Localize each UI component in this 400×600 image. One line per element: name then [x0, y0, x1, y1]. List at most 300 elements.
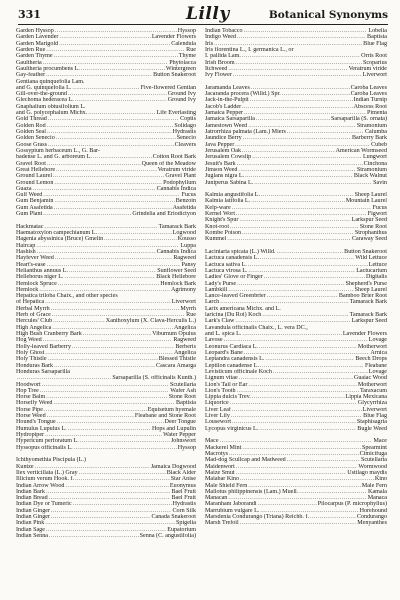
entry-term: Leptandra canadensis L. — [205, 356, 265, 363]
entry-term: Hog Weed — [16, 337, 42, 344]
entry-synonym: Larkspur Seed — [351, 318, 387, 325]
entry-synonym: Tamarack Bark — [349, 299, 387, 306]
entry-synonym: Liverwort — [362, 72, 387, 79]
entry-synonym: Figwort — [367, 211, 387, 218]
entry-term: Marsdenia Condurango (Triana) Reichb. f. — [205, 514, 310, 521]
entry-term: Hop Tree — [16, 387, 39, 394]
entry-synonym: Arnica — [370, 349, 387, 356]
synonym-entry — [205, 520, 387, 526]
entry-synonym: Mace — [373, 438, 387, 445]
left-column — [16, 28, 196, 539]
entry-synonym: Calendula — [171, 40, 196, 47]
entry-synonym: Spearmint — [361, 444, 387, 451]
entry-synonym: Cannabis Indica — [156, 185, 196, 192]
entry-term: Haematoxylon campechianum L. — [16, 230, 98, 236]
entry-synonym: Luppa — [180, 242, 196, 249]
entry-synonym: Cubeb — [371, 141, 387, 148]
entry-term: Indian Dye or Tumeric — [16, 501, 72, 508]
entry-term: Malabar Kino — [205, 476, 240, 483]
entry-synonym: Pimenta — [367, 110, 387, 117]
entry-term: Indigo Weed — [205, 34, 237, 41]
entry-synonym: Indian Turnip — [353, 97, 387, 104]
entry-term: Juglans nigra L. — [205, 173, 245, 180]
entry-term: Indian Ginger — [16, 507, 51, 514]
entry-term: Gold Thread — [16, 116, 47, 123]
entry-synonym: Deer Tongue — [164, 419, 196, 426]
entry-synonym: Abscess Root — [353, 103, 387, 110]
entry-synonym: Ragweed — [173, 255, 196, 262]
entry-term: Holy Ghost — [16, 349, 45, 356]
entry-synonym: Pilocarpus (P. microphyllus) — [317, 501, 387, 508]
entry-synonym: Eupatorium — [167, 526, 196, 533]
entry-synonym: Life Everlasting — [156, 110, 196, 117]
entry-synonym: Kamala — [368, 488, 387, 495]
entry-term: Lactuca sativa L. — [205, 261, 247, 268]
entry-term: Garden Marigold — [16, 40, 59, 47]
entry-synonym: Motherwort — [357, 343, 387, 350]
entry-term: Kalmia latifolia L. — [205, 198, 251, 205]
entry-synonym: Guaiac Wood — [353, 375, 387, 382]
entry-synonym: Lovage — [368, 337, 387, 344]
entry-synonym: Wintergreen — [165, 65, 196, 72]
entry-synonym: Scutellaria — [360, 457, 387, 464]
entry-term: Gay-feather — [16, 72, 46, 79]
leader-dots — [75, 97, 167, 103]
entry-synonym: Bugle Weed — [357, 425, 387, 432]
entry-term: Lavandula officinalis Chaix., L. vera DC., — [205, 324, 308, 331]
entry-synonym: Stramonium — [356, 166, 387, 173]
entry-synonym: Menyanthes — [357, 520, 387, 527]
entry-term: Liquorice — [205, 400, 229, 407]
entry-synonym: Caraway Seed — [351, 236, 387, 243]
entry-term: Goose Grass — [16, 141, 47, 148]
entry-term: Jacob's Ladder — [205, 103, 242, 110]
entry-term: Glechoma hederacea L. — [16, 97, 74, 104]
entry-term: Jaramanda Leaves — [205, 84, 250, 91]
entry-synonym: Viburnum Opulus — [152, 331, 196, 337]
entry-term: Jamaica Sarsaparilla — [205, 116, 255, 123]
entry-term: Leopard's Bane — [205, 349, 243, 356]
entry-synonym: Black Alder — [166, 469, 196, 476]
entry-synonym: Five-flowered Gentian — [140, 84, 196, 91]
entry-synonym: Strophanthus — [354, 230, 387, 236]
entry-term: Laciniaria spicata (L.) Willd. — [205, 248, 276, 255]
leader-dots — [254, 180, 372, 186]
entry-synonym: Cascara Amarga — [156, 362, 196, 369]
entry-term: Golden Seal — [16, 129, 46, 135]
entry-synonym: Senna (C. angustifolia) — [139, 533, 196, 539]
entry-synonym: Wild Lettuce — [355, 255, 387, 262]
leader-dots — [43, 211, 131, 217]
entry-synonym: Savin — [373, 179, 387, 186]
entry-term: Indian Pink — [16, 520, 45, 527]
entry-term: Garden Rue — [16, 46, 46, 53]
entry-synonym: Bael Fruit — [171, 488, 196, 495]
entry-synonym: Coptis — [180, 116, 196, 123]
entry-term: Hashish — [16, 248, 36, 255]
entry-term: Gravel Root — [16, 160, 46, 167]
entry-term: Lactuca canadensis L. — [205, 255, 259, 262]
page-header — [18, 4, 388, 26]
entry-synonym: Motherwort — [357, 381, 387, 388]
entry-synonym: Wafer Ash — [170, 387, 196, 394]
entry-synonym: Taraxacum — [360, 387, 387, 394]
synonym-entry — [16, 533, 196, 539]
entry-term: Hagenia abyssinica (Bruce) Gmelin — [16, 236, 104, 243]
entry-term: Mace — [205, 438, 219, 445]
entry-term: Lady's Purse — [205, 280, 237, 287]
entry-synonym: Tamarack Bark — [349, 312, 387, 319]
entry-term: Kernel Wort — [205, 211, 236, 218]
entry-synonym: Lettuce — [368, 261, 387, 268]
synonym-entry — [205, 426, 387, 432]
entry-term: Hemlock — [16, 286, 39, 293]
entry-term: Kuntze — [16, 463, 34, 470]
entry-synonym: Veratrum viride — [348, 65, 387, 72]
entry-synonym: Sarsaparilla (S. officinalis Kunth.) — [112, 375, 196, 382]
entry-term: Jamaica Pepper — [205, 110, 244, 117]
entry-term: Holly-leaved Barberry — [16, 343, 71, 350]
entry-synonym: Glycyrrhiza — [357, 400, 387, 407]
entry-synonym: Kousso — [177, 236, 196, 243]
entry-term: Guaza — [16, 185, 32, 192]
entry-term: Lycopus virginicus L. — [205, 425, 259, 432]
entry-synonym: Lungwort — [362, 154, 387, 161]
entry-term: Jesuit's Bark — [205, 160, 236, 167]
entry-term: Hemlock Spruce — [16, 280, 57, 287]
entry-synonym: Larkspur Seed — [351, 217, 387, 224]
entry-synonym: Pansy — [181, 261, 196, 268]
entry-synonym: Canada Snakeroot — [151, 514, 196, 521]
right-column — [205, 28, 387, 527]
entry-synonym: Baptisia — [176, 400, 196, 407]
entry-synonym: Calumba — [364, 129, 387, 135]
entry-synonym: Lactucarium — [356, 267, 387, 274]
entry-term: Mackerel Mint — [205, 444, 242, 451]
entry-synonym: Fucus — [372, 204, 387, 211]
entry-term: Hayfever Weed — [16, 255, 54, 262]
entry-synonym: Stone Root — [168, 394, 196, 401]
entry-term: Jaundice Berry — [205, 135, 242, 142]
synonym-entry — [205, 236, 387, 242]
entry-term: Hackmatac — [16, 223, 44, 230]
entry-term: Hyssopus officinalis L. — [16, 444, 73, 451]
entry-term: Liver Lily — [205, 413, 230, 420]
entry-synonym: Hydrastis — [172, 501, 196, 508]
entry-term: Maranham Jaborandi — [205, 501, 257, 508]
entry-synonym: Water Pepper — [163, 432, 196, 438]
leader-dots — [74, 445, 177, 451]
entry-synonym: Black Walnut — [353, 173, 387, 180]
entry-synonym: Phytolacca — [169, 59, 196, 66]
leader-dots — [233, 72, 362, 78]
lilly-logo: Lilly — [186, 4, 230, 24]
entry-synonym: Veratrum viride — [157, 166, 196, 173]
entry-synonym: Queen of the Meadow — [141, 160, 196, 167]
entry-synonym: Baptisia — [367, 34, 387, 41]
entry-term: Jatrorrhiza palmata (Lam.) Miers — [205, 129, 286, 135]
entry-synonym: Hydrastis — [172, 129, 196, 135]
entry-synonym: Blue Flag — [363, 413, 387, 420]
entry-synonym: Sheep Laurel — [354, 192, 387, 199]
entry-synonym: Lavender Flowers — [151, 34, 196, 41]
entry-term: Humulus Lupulus L. — [16, 425, 67, 432]
entry-term: laricina (Du Roi) Koch — [205, 312, 262, 319]
entry-term: Juniperus Sabina L. — [205, 179, 254, 186]
synonym-entry — [205, 72, 387, 78]
entry-synonym: Xanthoxylum (X. Clava-Herculis L.) — [105, 318, 196, 325]
entry-term: Hound's Tongue — [16, 419, 56, 426]
entry-term: Ilex verticillata (L.) Gray — [16, 469, 78, 476]
entry-synonym: Hops and Lupulin — [151, 425, 196, 432]
entry-term: Lance-leaved Greenbrier — [205, 293, 266, 300]
entry-term: Ladies' Glove or Finger — [205, 274, 263, 281]
entry-synonym: Thyme — [178, 53, 196, 60]
entry-synonym: Johnswort — [170, 438, 196, 445]
entry-term: Maize Smut — [205, 469, 235, 476]
entry-term: Garden Hyssop — [16, 28, 54, 34]
entry-term: Hydropiper — [16, 432, 45, 438]
entry-term: Jerusalem Oak — [205, 147, 242, 154]
entry-term: Macrotys — [205, 450, 229, 457]
entry-synonym: Manaca — [367, 495, 387, 502]
entry-synonym: Berberis — [175, 343, 196, 350]
entry-synonym: Agrimony — [170, 286, 196, 293]
entry-synonym: Caroba Leaves — [350, 91, 387, 98]
entry-term: Itchweed — [205, 65, 228, 72]
entry-term: Jamestown Weed — [205, 122, 248, 129]
entry-synonym: Hyssop — [177, 28, 196, 34]
entry-term: Indian Ginger — [16, 514, 51, 521]
entry-synonym: Cleavers — [174, 141, 196, 148]
entry-term: Kelp-ware — [205, 204, 231, 211]
entry-synonym: Spigelia — [176, 520, 196, 527]
entry-synonym: Blue Flag — [363, 40, 387, 47]
entry-term: Gossypium herbaceum L., G. Bar- — [16, 147, 100, 154]
entry-term: Lavose — [205, 337, 223, 344]
entry-synonym: Caroba Leaves — [350, 84, 387, 91]
entry-term: Hoodwort — [16, 381, 41, 388]
leader-dots — [240, 520, 357, 526]
entry-term: Leonurus Cardiaca L. — [205, 343, 258, 350]
entry-term: Mallotus philippinensis (Lam.) Muell. — [205, 488, 299, 495]
entry-synonym: Rue — [186, 312, 196, 319]
entry-term: Horsefly Weed — [16, 400, 53, 407]
entry-synonym: Liverwort — [171, 299, 196, 306]
entry-term: Indian Bread — [16, 495, 48, 502]
entry-term: badense L. and G. arboreum L. — [16, 154, 92, 161]
synonym-entry — [16, 211, 196, 217]
entry-term: Marsh Trefoil — [205, 520, 239, 527]
entry-term: Holy Thistle — [16, 356, 47, 363]
entry-synonym: Digitalis — [366, 274, 387, 281]
entry-term: Lactuca virosa L. — [205, 267, 248, 274]
entry-synonym: Blessed Thistle — [158, 356, 196, 363]
entry-term: Manacan — [205, 495, 228, 502]
entry-term: Horse Weed — [16, 413, 46, 420]
entry-synonym: Stramonium — [356, 122, 387, 129]
entry-term: Gum Plant — [16, 211, 43, 218]
entry-term: Honduras Bark — [16, 362, 54, 369]
leader-dots — [227, 236, 351, 242]
entry-term: and L. spica L. — [205, 331, 242, 337]
entry-synonym: Lovage — [368, 368, 387, 375]
entry-term: Helianthus annuus L. — [16, 267, 68, 274]
entry-term: Gaultheria — [16, 59, 42, 66]
entry-synonym: Barberry Bark — [351, 135, 387, 142]
entry-term: Lambkill — [205, 286, 228, 293]
entry-synonym: Button Snakeroot — [344, 248, 387, 255]
entry-term: Larix americana Michx. and L. — [205, 305, 281, 312]
entry-term: Great Hellebore — [16, 166, 56, 173]
entry-synonym: Male Fern — [361, 482, 387, 489]
entry-term: Hercules' Club — [16, 318, 53, 325]
entry-synonym: Ground Ivy — [167, 91, 196, 98]
entry-term: Herbal Myrrh — [16, 305, 50, 312]
entry-term: Ground Lemon — [16, 179, 54, 186]
entry-synonym: Mountain Laurel — [345, 198, 387, 205]
entry-term: Honduras Sarsaparilla — [16, 368, 70, 375]
entry-synonym: Myrrh — [180, 305, 196, 312]
entry-term: Gentiana quinquefolia Lam. — [16, 78, 85, 85]
entry-synonym: Hyssop — [177, 444, 196, 451]
leader-dots — [259, 426, 356, 432]
entry-synonym: Condurango — [356, 514, 387, 521]
entry-term: Jacaranda procera (Willd.) Spr. — [205, 91, 281, 98]
entry-term: Lion's Tail or Ear — [205, 381, 248, 388]
entry-term: Illicium verum Hook. f. — [16, 476, 75, 483]
entry-term: Hypericum perforatum L. — [16, 438, 79, 445]
page-number: 331 — [18, 8, 41, 21]
entry-synonym: Staphisagria — [356, 419, 387, 426]
entry-synonym: Equisetum hyemale — [147, 406, 196, 413]
entry-synonym: Scoparius — [362, 59, 387, 66]
entry-synonym: Shepherd's Purse — [345, 280, 387, 287]
entry-term: Lark's Claw — [205, 318, 235, 325]
entry-synonym: Rue — [186, 46, 196, 53]
synonym-entry — [205, 180, 387, 186]
entry-term: and G. polycephalum Michx. — [16, 110, 88, 117]
entry-term: Maidenwort — [205, 463, 235, 470]
entry-synonym: Cinchona — [363, 160, 387, 167]
entry-synonym: Lippia Mexicana — [345, 394, 387, 401]
entry-synonym: Ground Ivy — [167, 97, 196, 104]
entry-synonym: Ustilago maydis — [347, 469, 387, 476]
entry-term: Ichthyomethia Piscipula (L.) — [16, 457, 86, 464]
entry-term: Lion's Tooth — [205, 387, 236, 394]
entry-synonym: Wormwood — [358, 463, 387, 470]
entry-term: Gulf Weed — [16, 192, 43, 199]
entry-term: Knot-root — [205, 223, 230, 230]
entry-term: Liver Leaf — [205, 406, 231, 413]
entry-term: Indian Arrow Wood — [16, 482, 65, 489]
entry-term: Jimson Weed — [205, 166, 238, 173]
entry-term: Lousewort — [205, 419, 232, 426]
entry-synonym: Solidago — [174, 122, 196, 129]
entry-synonym: Corn Silk — [172, 507, 196, 514]
entry-term: Iris — [205, 40, 214, 47]
entry-term: Gill-over-the-ground — [16, 91, 67, 98]
entry-term: Irish Broom — [205, 59, 235, 66]
entry-term: Gum Asafetida — [16, 204, 53, 211]
entry-term: of Hepatica — [16, 299, 45, 306]
entry-synonym: Black Hellebore — [156, 274, 196, 281]
entry-term: Marrubium vulgare L. — [205, 507, 260, 514]
entry-term: Ivy Flower — [205, 72, 232, 79]
entry-synonym: Grindelia and Eriodictyon — [132, 211, 196, 218]
entry-synonym: Sheep Laurel — [354, 286, 387, 293]
entry-term: Helleborus niger L. — [16, 274, 64, 281]
entry-synonym: Hemlock Bark — [160, 280, 196, 287]
entry-term: Kummel — [205, 236, 227, 243]
entry-synonym: Angelica — [174, 349, 196, 356]
entry-synonym: Orris Root — [361, 53, 387, 60]
entry-term: Hepatica triloba Chaix., and other species — [16, 293, 118, 300]
entry-term: Indian Bark — [16, 488, 45, 495]
entry-term: Horse Pipe — [16, 406, 43, 413]
entry-term: Haircap — [16, 242, 36, 249]
entry-synonym: Podophyllum — [163, 179, 196, 186]
entry-term: Male Shield Fern — [205, 482, 248, 489]
entry-synonym: Scutellaria — [169, 381, 196, 388]
entry-synonym: Senecio — [176, 135, 196, 142]
entry-term: Java Pepper — [205, 141, 235, 148]
entry-synonym: Liverwort — [362, 406, 387, 413]
entry-synonym: Beech Drops — [355, 356, 387, 363]
entry-synonym: Horehound — [359, 507, 387, 514]
entry-synonym: Benzoin — [175, 198, 196, 205]
entry-synonym: Angelica — [174, 324, 196, 331]
entry-synonym: American Wormseed — [335, 147, 387, 154]
entry-term: Heart's-ease — [16, 261, 46, 268]
entry-term: Jack-in-the-Pulpit — [205, 97, 249, 104]
entry-term: Garden Lavender — [16, 34, 59, 41]
entry-synonym: Asafetida — [172, 204, 196, 211]
header-rule — [18, 24, 388, 25]
entry-synonym: Sunflower Seed — [157, 267, 196, 274]
entry-synonym: Ragweed — [173, 337, 196, 344]
entry-term: Levisticum officinale Koch — [205, 368, 272, 375]
entry-term: High Bush Cranberry Bark — [16, 331, 82, 337]
entry-term: Ground Laurel — [16, 173, 53, 180]
entry-term: Indian Senna — [16, 533, 48, 539]
entry-term: Herb of Grace — [16, 312, 51, 319]
entry-term: Kalmia angustifolia L. — [205, 192, 260, 199]
synonym-entry — [16, 445, 196, 451]
entry-term: Larch — [205, 299, 220, 306]
entry-synonym: Tamarack Bark — [158, 223, 196, 230]
entry-synonym: Logwood — [172, 230, 196, 236]
entry-synonym: Sarsaparilla (S. ornata) — [330, 116, 387, 123]
entry-synonym: Cimicifuga — [359, 450, 387, 457]
section-title: Botanical Synonyms — [268, 9, 388, 21]
entry-term: Kombe Poison — [205, 230, 242, 236]
entry-term: Lignum vitae — [205, 375, 238, 382]
entry-synonym: Button Snakeroot — [153, 72, 196, 79]
entry-synonym: Kino — [374, 476, 387, 483]
entry-synonym: Jamaica Dogwood — [150, 463, 196, 470]
entry-synonym: Fleabane — [365, 362, 387, 369]
entry-synonym: Lavender Flowers — [342, 331, 387, 337]
entry-term: High Angelica — [16, 324, 52, 331]
entry-term: Horse Balm — [16, 394, 46, 401]
entry-term: Mad-dog Scullcap and Madweed — [205, 457, 286, 464]
entry-synonym: Bamboo Brier Root — [338, 293, 387, 300]
entry-synonym: Bael Fruit — [171, 495, 196, 502]
entry-synonym: Fleabane and Stone Root — [134, 413, 196, 420]
entry-term: Jerusalem Cowslip — [205, 154, 252, 161]
entry-term: Gum Benjamin — [16, 198, 54, 205]
